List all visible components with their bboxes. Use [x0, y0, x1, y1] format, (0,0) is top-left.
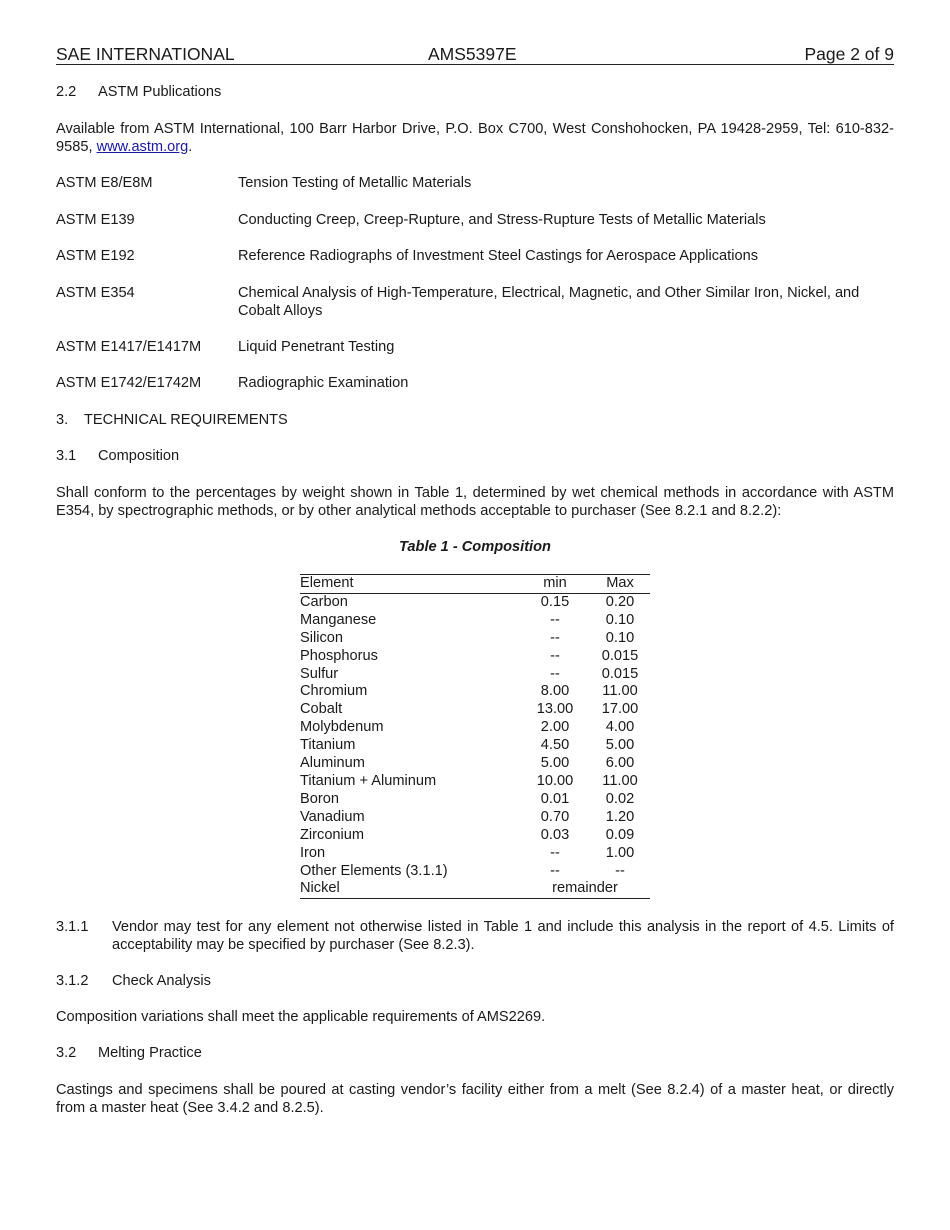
intro-end: .	[188, 139, 193, 155]
table-row	[300, 612, 650, 630]
min-value: --	[550, 665, 560, 682]
min-value: 8.00	[540, 683, 570, 700]
table-row	[300, 791, 650, 809]
section-title: ASTM Publications	[98, 84, 222, 100]
max-value: 0.02	[605, 790, 635, 807]
max-value: 1.20	[605, 808, 635, 825]
max-value: 11.00	[602, 683, 638, 700]
reference-code: ASTM E139	[56, 212, 135, 228]
max-value: 0.10	[605, 629, 635, 646]
element-name: Silicon	[300, 629, 343, 646]
min-value: --	[550, 611, 560, 628]
section-number: 3.1.2	[56, 973, 89, 989]
table-row	[300, 683, 650, 701]
max-value: 0.10	[605, 611, 635, 628]
reference-title: Radiographic Examination	[238, 375, 409, 391]
section-3-1-text: Shall conform to the percentages by weight shown in Table 1, determined by wet chemical methods in accordance with ASTM E354, by spectrographic methods, or by other analytical methods acceptable to purchaser (See 8.2.1 and 8.2.2):	[56, 485, 894, 519]
table-row	[300, 737, 650, 755]
max-value: 4.00	[605, 719, 635, 736]
header-organization: SAE INTERNATIONAL	[56, 44, 235, 64]
min-value: 0.01	[540, 790, 570, 807]
min-value: 4.50	[540, 737, 570, 754]
element-name: Phosphorus	[300, 647, 378, 664]
table-row	[300, 755, 650, 773]
section-number: 2.2	[56, 84, 77, 100]
header-document-number: AMS5397E	[428, 44, 517, 64]
table-row	[300, 701, 650, 719]
min-value: 13.00	[536, 701, 574, 718]
reference-code: ASTM E1417/E1417M	[56, 339, 202, 355]
composition-table	[300, 574, 650, 899]
table-row	[300, 593, 650, 611]
section-text: Vendor may test for any element not otherwise listed in Table 1 and include this analysis in the report of 4.5. Limits of acceptability may be specified by purchaser (See 8.2.3).	[112, 919, 894, 953]
reference-code: ASTM E1742/E1742M	[56, 375, 202, 391]
remainder-value: remainder	[552, 880, 618, 897]
section-3-1-2-text: Composition variations shall meet the applicable requirements of AMS2269.	[56, 1009, 546, 1025]
header-max: Max	[606, 575, 634, 591]
min-value: 0.03	[540, 826, 570, 843]
section-2-2-intro	[56, 120, 894, 156]
min-value: --	[550, 647, 560, 664]
element-name: Aluminum	[300, 755, 365, 772]
reference-code: ASTM E354	[56, 285, 135, 301]
reference-title: Chemical Analysis of High-Temperature, Electrical, Magnetic, and Other Similar Iron, Nickel, and Cobalt Alloys	[238, 285, 860, 319]
intro-text: Available from ASTM International, 100 Barr Harbor Drive, P.O. Box C700, West Conshohocken, PA 19428-2959, Tel: 610-832-9585,	[56, 121, 894, 155]
section-title: Check Analysis	[112, 973, 211, 989]
table-row	[300, 863, 650, 881]
element-name: Cobalt	[300, 701, 343, 718]
section-number: 3.2	[56, 1045, 77, 1061]
max-value: 0.20	[605, 593, 635, 610]
reference-title: Liquid Penetrant Testing	[238, 339, 395, 355]
table-row	[300, 845, 650, 863]
section-number: 3.	[56, 412, 69, 428]
element-name: Nickel	[300, 880, 340, 897]
table-caption: Table 1 - Composition	[399, 539, 551, 555]
min-value: 2.00	[540, 719, 570, 736]
element-name: Zirconium	[300, 826, 365, 843]
element-name: Chromium	[300, 683, 368, 700]
reference-title: Conducting Creep, Creep-Rupture, and Stress-Rupture Tests of Metallic Materials	[238, 212, 766, 228]
element-name: Molybdenum	[300, 719, 384, 736]
max-value: 6.00	[605, 755, 635, 772]
table-row	[300, 827, 650, 845]
element-name: Titanium + Aluminum	[300, 772, 437, 789]
element-name: Carbon	[300, 593, 348, 610]
table-row	[300, 773, 650, 791]
section-3-2-heading	[56, 1044, 894, 1062]
section-number: 3.1	[56, 448, 77, 464]
table-row	[300, 666, 650, 684]
element-name: Boron	[300, 790, 339, 807]
element-name: Titanium	[300, 737, 356, 754]
reference-code: ASTM E192	[56, 248, 135, 264]
section-2-2-heading	[56, 83, 894, 101]
max-value: 17.00	[601, 701, 639, 718]
header-page-number: Page 2 of 9	[804, 44, 894, 64]
table-row	[300, 880, 650, 898]
section-3-2-text: Castings and specimens shall be poured at casting vendor’s facility either from a melt (See 8.2.4) of a master heat, or directly from a master heat (See 3.4.2 and 8.2.5).	[56, 1082, 894, 1116]
max-value: 11.00	[602, 772, 638, 789]
max-value: 0.015	[601, 665, 639, 682]
header-min: min	[543, 575, 567, 591]
min-value: --	[550, 629, 560, 646]
min-value: 5.00	[540, 755, 570, 772]
astm-website-link[interactable]: www.astm.org	[96, 139, 189, 155]
section-title: Composition	[98, 448, 180, 464]
element-name: Manganese	[300, 611, 377, 628]
max-value: 1.00	[605, 844, 635, 861]
min-value: 0.15	[540, 593, 570, 610]
section-title: TECHNICAL REQUIREMENTS	[84, 412, 288, 428]
table-row	[300, 630, 650, 648]
table-row	[300, 719, 650, 737]
reference-title: Tension Testing of Metallic Materials	[238, 175, 472, 191]
table-row	[300, 648, 650, 666]
reference-title: Reference Radiographs of Investment Steel Castings for Aerospace Applications	[238, 248, 758, 264]
max-value: --	[615, 862, 625, 879]
min-value: --	[550, 862, 560, 879]
element-name: Iron	[300, 844, 326, 861]
reference-code: ASTM E8/E8M	[56, 175, 153, 191]
table-row	[300, 809, 650, 827]
element-name: Vanadium	[300, 808, 365, 825]
min-value: 10.00	[536, 772, 574, 789]
section-title: Melting Practice	[98, 1045, 202, 1061]
section-3-1-2-heading	[56, 972, 894, 990]
max-value: 0.09	[605, 826, 635, 843]
header-element: Element	[300, 575, 354, 591]
table-header-row	[300, 575, 650, 594]
max-value: 5.00	[605, 737, 635, 754]
section-3-heading	[56, 411, 894, 429]
max-value: 0.015	[601, 647, 639, 664]
page-header	[56, 44, 894, 65]
section-number: 3.1.1	[56, 919, 89, 935]
min-value: --	[550, 844, 560, 861]
element-name: Sulfur	[300, 665, 339, 682]
section-3-1-heading	[56, 447, 894, 465]
element-name: Other Elements (3.1.1)	[300, 862, 448, 879]
min-value: 0.70	[540, 808, 570, 825]
